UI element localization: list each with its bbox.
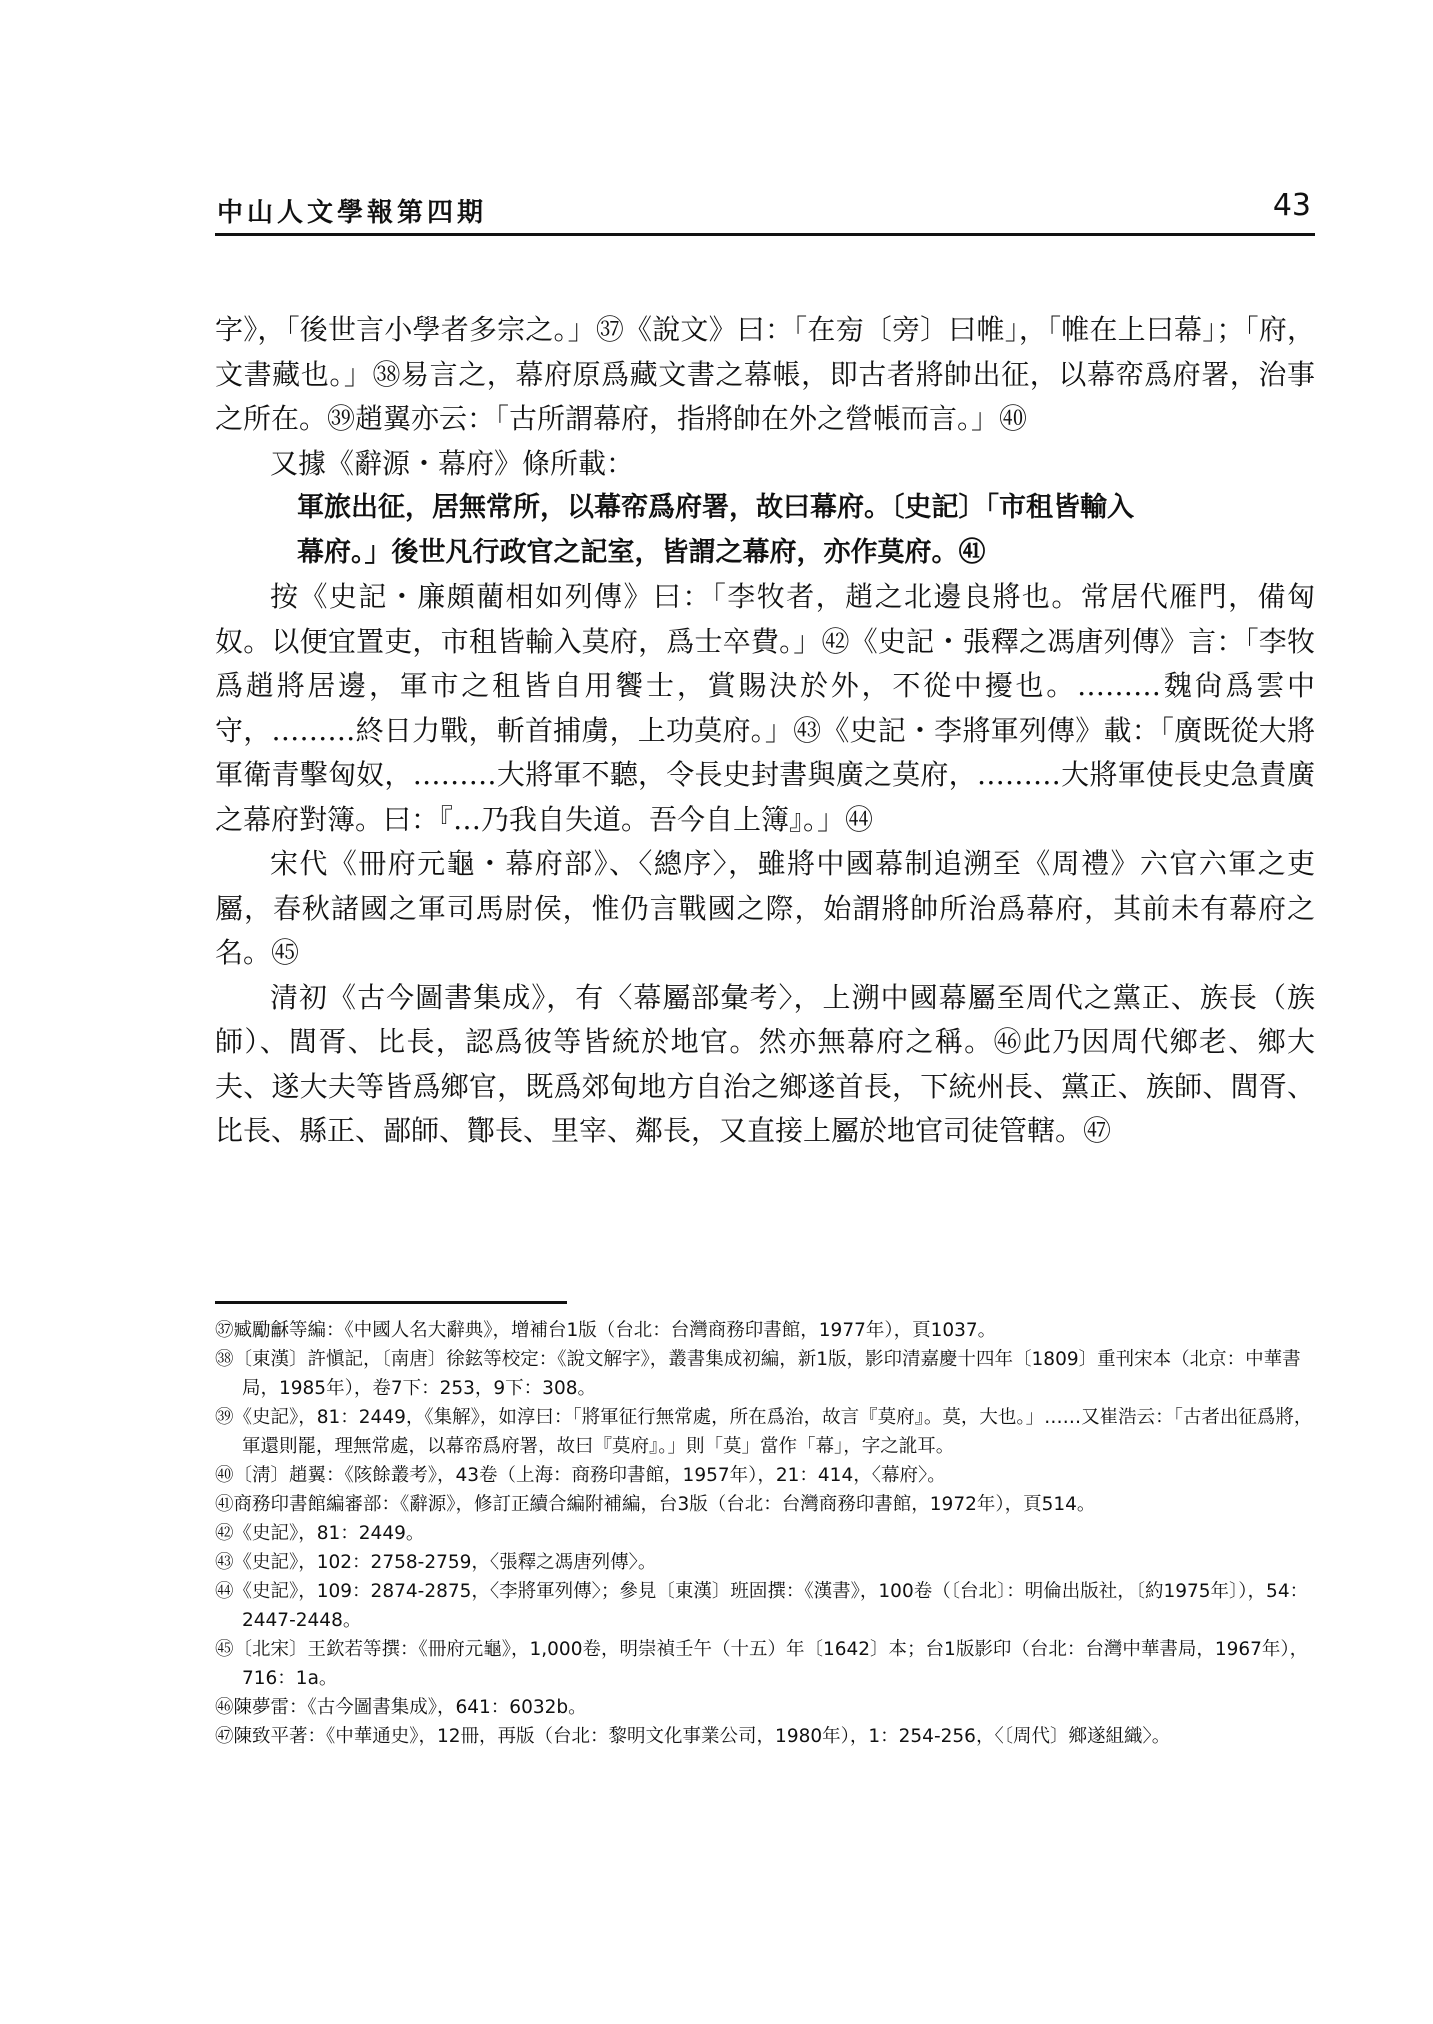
footnote-41: ㊶商務印書館編審部：《辭源》，修訂正續合編附補編，台3版（台北：台灣商務印書館，1972年），頁514。 — [215, 1494, 1096, 1515]
footnote-46: ㊻陳夢雷：《古今圖書集成》，641：6032b。 — [215, 1697, 587, 1718]
journal-title: 中山人文學報第四期 — [217, 198, 488, 228]
header-rule — [215, 233, 1315, 236]
footnote-40: ㊵〔淸〕趙翼：《陔餘叢考》，43卷（上海：商務印書館，1957年），21：414，〈幕府〉。 — [215, 1465, 946, 1486]
footnote-39: ㊴《史記》，81：2449，《集解》，如淳曰：「將軍征行無常處，所在爲治，故言『莫府』。莫，大也。」……又崔浩云：「古者出征爲將，軍還則罷，理無常處，以幕帟爲府署，故曰『莫府』。」則「莫」當作「幕」，字之訛耳。 — [215, 1407, 1313, 1457]
paragraph-1: 字》，「後世言小學者多宗之。」㊲《說文》曰：「在㫄〔旁〕曰帷」，「帷在上曰幕」；「府，文書藏也。」㊳易言之，幕府原爲藏文書之幕帳，即古者將帥出征，以幕帟爲府署，治事之所在。㊴趙翼亦云：「古所謂幕府，指將帥在外之營帳而言。」㊵ — [215, 313, 1315, 435]
block-quote — [215, 486, 1315, 575]
paragraph-2: 又據《辭源・幕府》條所載： — [270, 446, 635, 480]
block-quote-line-1: 軍旅出征，居無常所，以幕帟爲府署，故曰幕府。〔史記〕「市租皆輸入 — [297, 492, 1134, 523]
footnotes — [215, 1316, 1315, 1751]
paragraph-4: 宋代《冊府元龜・幕府部》、〈總序〉，雖將中國幕制追溯至《周禮》六官六軍之吏屬，春秋諸國之軍司馬尉侯，惟仍言戰國之際，始謂將帥所治爲幕府，其前未有幕府之名。㊺ — [215, 847, 1315, 969]
footnote-42: ㊷《史記》，81：2449。 — [215, 1523, 425, 1544]
footnote-44: ㊹《史記》，109：2874-2875，〈李將軍列傳〉；參見〔東漢〕班固撰：《漢書》，100卷（〔台北〕：明倫出版社，〔約1975年〕），54：2447-2448。 — [215, 1581, 1309, 1631]
footnote-rule — [215, 1301, 567, 1304]
main-text — [215, 308, 1315, 1154]
footnote-47: ㊼陳致平著：《中華通史》，12冊，再版（台北：黎明文化事業公司，1980年），1：254-256，〈〔周代〕鄉遂組織〉。 — [215, 1726, 1171, 1747]
running-header — [215, 188, 1313, 232]
footnote-45: ㊺〔北宋〕王欽若等撰：《冊府元龜》，1,000卷，明崇禎壬午（十五）年〔1642〕本；台1版影印（台北：台灣中華書局，1967年），716：1a。 — [215, 1639, 1309, 1689]
footnote-37: ㊲臧勵龢等編：《中國人名大辭典》，增補台1版（台北：台灣商務印書館，1977年），頁1037。 — [215, 1320, 997, 1341]
paragraph-3: 按《史記・廉頗藺相如列傳》曰：「李牧者，趙之北邊良將也。常居代雁門，備匈奴。以便宜置吏，市租皆輸入莫府，爲士卒費。」㊷《史記・張釋之馮唐列傳》言：「李牧爲趙將居邊，軍市之租皆自用饗士，賞賜決於外，不從中擾也。………魏尙爲雲中守，………終日力戰，斬首捕虜，上功莫府。」㊸《史記・李將軍列傳》載：「廣既從大將軍衛青擊匈奴，………大將軍不聽，令長史封書與廣之莫府，………大將軍使長史急責廣之幕府對簿。曰：『…乃我自失道。吾今自上簿』。」㊹ — [215, 580, 1315, 836]
paragraph-5: 清初《古今圖書集成》，有〈幕屬部彙考〉，上溯中國幕屬至周代之黨正、族長（族師）、閭胥、比長，認爲彼等皆統於地官。然亦無幕府之稱。㊻此乃因周代鄉老、鄉大夫、遂大夫等皆爲鄉官，既爲郊甸地方自治之鄉遂首長，下統州長、黨正、族師、閭胥、比長、縣正、鄙師、酇長、里宰、鄰長，又直接上屬於地官司徒管轄。㊼ — [215, 980, 1315, 1147]
footnote-43: ㊸《史記》，102：2758-2759，〈張釋之馮唐列傳〉。 — [215, 1552, 657, 1573]
footnote-38: ㊳〔東漢〕許愼記，〔南唐〕徐鉉等校定：《說文解字》，叢書集成初編，新1版，影印清嘉慶十四年〔1809〕重刊宋本（北京：中華書局，1985年），卷7下：253，9下：308。 — [215, 1349, 1301, 1399]
page-number: 43 — [1272, 188, 1311, 223]
block-quote-line-2: 幕府。」後世凡行政官之記室，皆謂之幕府，亦作莫府。㊶ — [297, 536, 986, 568]
